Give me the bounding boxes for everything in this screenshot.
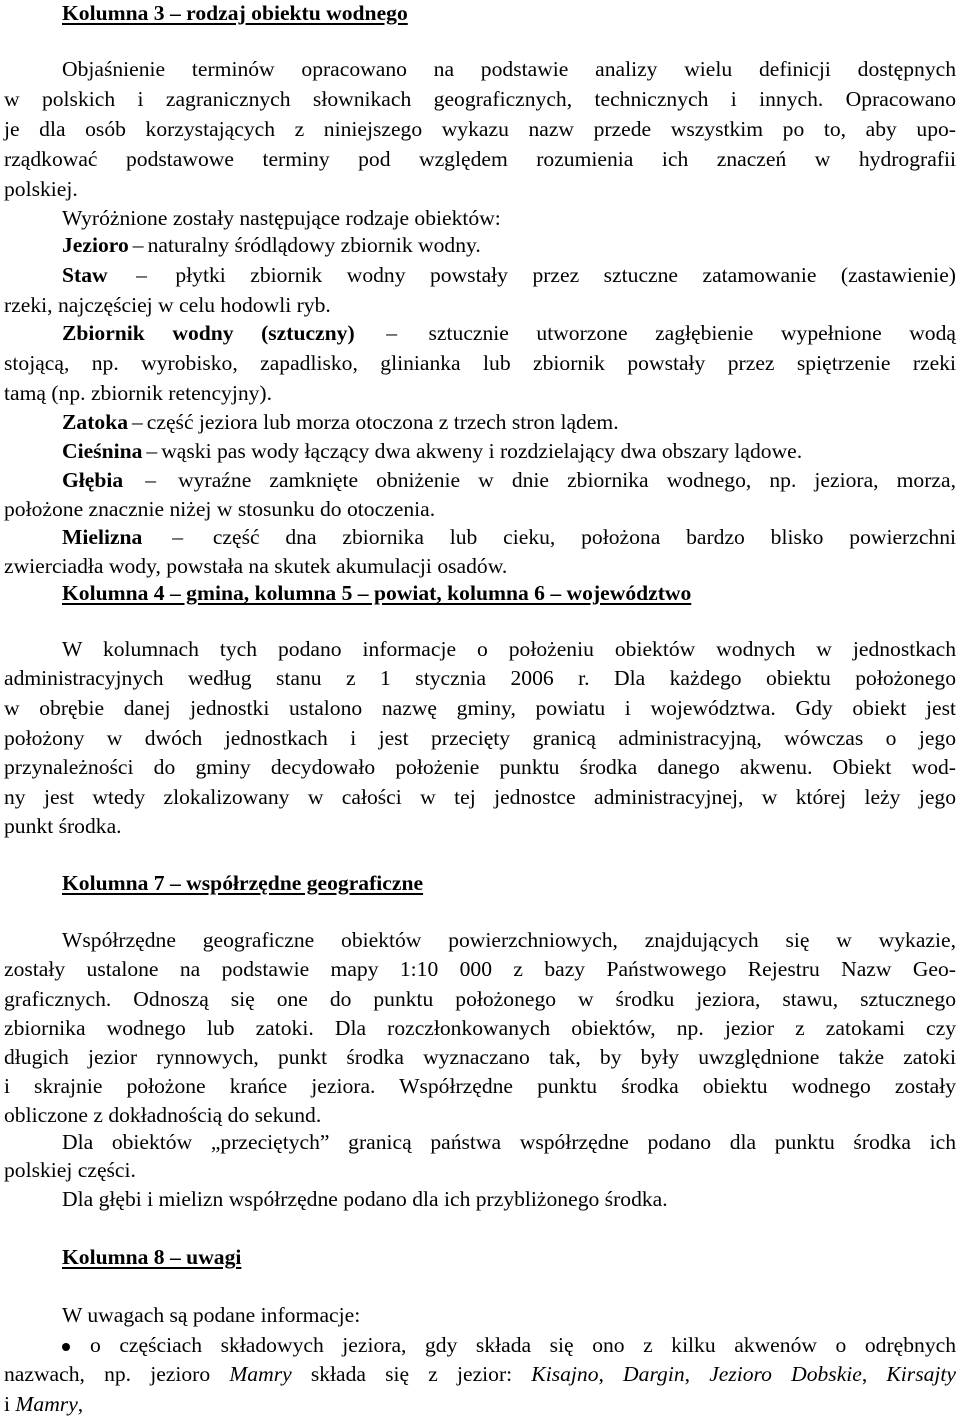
lake-name: Dargin <box>623 1362 685 1386</box>
definition-staw: Staw – płytki zbiornik wodny powstały przez sztuczne zatamowanie (zastawienie) <box>62 263 956 287</box>
term-mielizna: Mielizna <box>62 525 143 549</box>
paragraph-line: administracyjnych według stanu z 1 stycznia 2006 r. Dla każdego obiektu położonego <box>4 666 956 690</box>
definition-ciesnina: Cieśnina – wąski pas wody łączący dwa akweny i rozdzielający dwa obszary lądowe. <box>62 439 803 463</box>
bullet-cont <box>4 1389 956 1419</box>
paragraph-line: w polskich i zagranicznych słownikach geograficznych, technicznych i innych. Opracowano <box>4 87 956 111</box>
paragraph-line: w obrębie danej jednostki ustalono nazwę gminy, powiatu i województwa. Gdy obiekt jest <box>4 696 956 720</box>
definition-text: sztucznie utworzone zagłębienie wypełnione wodą <box>428 321 956 345</box>
definition-cont: rzeki, najczęściej w celu hodowli ryb. <box>4 293 331 317</box>
paragraph-line: polskiej. <box>4 177 78 201</box>
paragraph-line: i skrajnie położone krańce jeziora. Współrzędne punktu środka obiektu wodnego zostały <box>4 1074 956 1098</box>
paragraph-line: je dla osób korzystających z niniejszego wykazu nazw przede wszystkim po to, aby upo- <box>4 117 956 141</box>
list-intro: Wyróżnione zostały następujące rodzaje obiektów: <box>62 206 501 230</box>
paragraph-line: Objaśnienie terminów opracowano na podstawie analizy wielu definicji dostępnych <box>62 57 956 81</box>
definition-mielizna: Mielizna – część dna zbiornika lub cieku, położona bardzo blisko powierzchni <box>62 525 957 549</box>
definition-cont: zwierciadła wody, powstała na skutek akumulacji osadów. <box>4 554 508 578</box>
paragraph-line: graficznych. Odnoszą się one do punktu położonego w środku jeziora, stawu, sztucznego <box>4 987 956 1011</box>
section-heading-kolumna-7: Kolumna 7 – współrzędne geograficzne <box>62 871 424 895</box>
section-heading-kolumna-3: Kolumna 3 – rodzaj obiektu wodnego <box>62 1 408 25</box>
definition-zatoka: Zatoka – część jeziora lub morza otoczona z trzech stron lądem. <box>62 410 619 434</box>
paragraph-line: Dla obiektów „przeciętych” granicą państwa współrzędne podano dla punktu środka ich <box>62 1130 956 1154</box>
paragraph-line: zbiornika wodnego lub zatoki. Dla rozczłonkowanych obiektów, np. jezior z zatokami czy <box>4 1016 956 1040</box>
paragraph-line: punkt środka. <box>4 814 122 838</box>
paragraph-line: Dla głębi i mielizn współrzędne podano dla ich przybliżonego środka. <box>62 1187 668 1211</box>
definition-text: część dna zbiornika lub cieku, położona bardzo blisko powierzchni <box>212 525 957 549</box>
definition-text: wyraźne zamknięte obniżenie w dnie zbiornika wodnego, np. jeziora, morza, <box>178 468 956 492</box>
definition-text: naturalny śródlądowy zbiornik wodny. <box>147 233 481 257</box>
paragraph-line: ny jest wtedy zlokalizowany w całości w tej jednostce administracyjnej, w której leży jego <box>4 785 956 809</box>
bullet-cont-text: nazwach, np. jezioro <box>4 1362 230 1386</box>
definition-text: płytki zbiornik wodny powstały przez sztuczne zatamowanie (zastawienie) <box>175 263 956 287</box>
definition-glebia: Głębia – wyraźne zamknięte obniżenie w dnie zbiornika wodnego, np. jeziora, morza, <box>62 468 956 492</box>
term-jezioro: Jezioro <box>62 233 129 257</box>
term-ciesnina: Cieśnina <box>62 439 143 463</box>
paragraph-line: polskiej części. <box>4 1158 136 1182</box>
lake-name: Mamry <box>15 1392 78 1416</box>
bullet-cont-text: , <box>77 1392 84 1416</box>
definition-jezioro: Jezioro – naturalny śródlądowy zbiornik wodny. <box>62 233 481 257</box>
paragraph-line: zostały ustalone na podstawie mapy 1:10 000 z bazy Państwowego Rejestru Nazw Geo- <box>4 957 956 981</box>
paragraph-line: przynależności do gminy decydowało położenie punktu środka danego akwenu. Obiekt wod- <box>4 755 956 779</box>
paragraph-line: rządkować podstawowe terminy pod względem rozumienia ich znaczeń w hydrografii <box>4 147 956 171</box>
paragraph-line: Współrzędne geograficzne obiektów powierzchniowych, znajdujących się w wykazie, <box>62 928 956 952</box>
bullet-cont-text: i <box>4 1392 16 1416</box>
term-staw: Staw <box>62 263 108 287</box>
definition-cont: stojącą, np. wyrobisko, zapadlisko, glinianka lub zbiornik powstały przez spiętrzenie rzeki <box>4 351 956 375</box>
definition-cont: położone znacznie niżej w stosunku do otoczenia. <box>4 497 436 521</box>
term-glebia: Głębia <box>62 468 124 492</box>
bullet-cont <box>4 1359 956 1389</box>
separator: , <box>598 1362 624 1386</box>
separator: , <box>861 1362 887 1386</box>
lake-name: Kisajno <box>531 1362 599 1386</box>
section-heading-kolumna-8: Kolumna 8 – uwagi <box>62 1245 242 1269</box>
bullet-text: o częściach składowych jeziora, gdy składa się ono z kilku akwenów o odrębnych <box>90 1333 956 1357</box>
lake-name: Jezioro Dobskie <box>709 1362 862 1386</box>
paragraph-line: obliczone z dokładnością do sekund. <box>4 1103 322 1127</box>
paragraph-line: położony w dwóch jednostkach i jest przecięty granicą administracyjną, wówczas o jego <box>4 726 956 750</box>
section-heading-kolumna-4-5-6: Kolumna 4 – gmina, kolumna 5 – powiat, kolumna 6 – województwo <box>62 581 692 605</box>
bullet-icon <box>62 1343 70 1351</box>
lake-name: Mamry <box>229 1362 292 1386</box>
separator: , <box>684 1362 710 1386</box>
paragraph-line: długich jezior rynnowych, punkt środka wyznaczano tak, by były uwzględnione także zatoki <box>4 1045 956 1069</box>
definition-text: wąski pas wody łączący dwa akweny i rozdzielający dwa obszary lądowe. <box>161 439 803 463</box>
paragraph-line: W kolumnach tych podano informacje o położeniu obiektów wodnych w jednostkach <box>62 637 956 661</box>
term-zbiornik: Zbiornik wodny (sztuczny) <box>62 321 355 345</box>
bullet-item <box>4 1330 956 1360</box>
definition-text: część jeziora lub morza otoczona z trzech stron lądem. <box>146 410 619 434</box>
definition-zbiornik: Zbiornik wodny (sztuczny) – sztucznie utworzone zagłębienie wypełnione wodą <box>62 321 956 345</box>
definition-cont: tamą (np. zbiornik retencyjny). <box>4 381 273 405</box>
term-zatoka: Zatoka <box>62 410 128 434</box>
lake-name: Kirsajty <box>886 1362 956 1386</box>
bullet-cont-text: składa się z jezior: <box>291 1362 532 1386</box>
paragraph-line: W uwagach są podane informacje: <box>62 1303 361 1327</box>
